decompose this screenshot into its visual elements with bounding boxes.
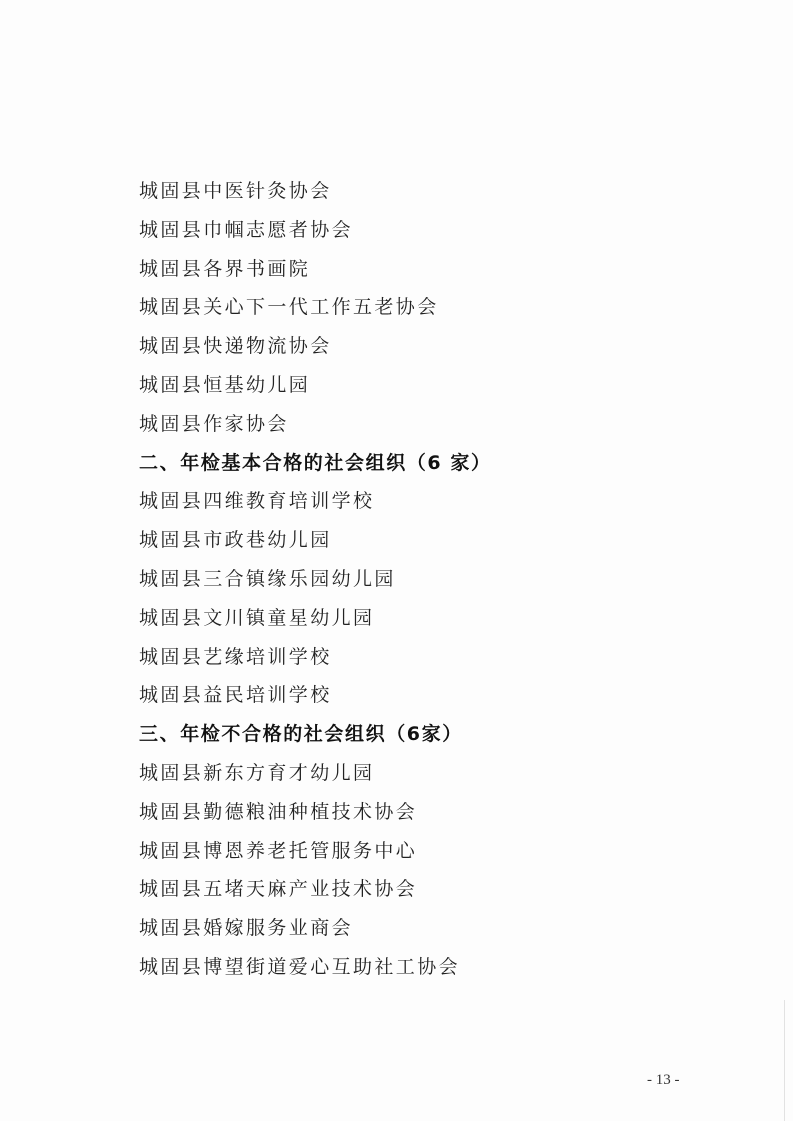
list-item: 城固县新东方育才幼儿园 [139,761,375,784]
list-item: 城固县艺缘培训学校 [139,645,332,668]
list-item: 城固县三合镇缘乐园幼儿园 [139,567,396,590]
section-heading-fail: 三、年检不合格的社会组织（6家） [139,723,463,746]
list-item: 城固县文川镇童星幼儿园 [139,606,375,629]
list-item: 城固县益民培训学校 [139,684,332,707]
list-item: 城固县各界书画院 [139,257,311,280]
section-heading-basic-pass: 二、年检基本合格的社会组织（6 家） [139,451,492,474]
list-item: 城固县勤德粮油种植技术协会 [139,800,418,823]
list-item: 城固县快递物流协会 [139,335,332,358]
list-item: 城固县恒基幼儿园 [139,373,311,396]
list-item: 城固县博望街道爱心互助社工协会 [139,955,461,978]
page-number: - 13 - [647,1072,680,1088]
list-item: 城固县博恩养老托管服务中心 [139,839,418,862]
scan-edge-divider [784,1000,785,1121]
list-item: 城固县市政巷幼儿园 [139,529,332,552]
list-item: 城固县婚嫁服务业商会 [139,917,354,940]
list-item: 城固县四维教育培训学校 [139,490,375,513]
list-item: 城固县作家协会 [139,412,289,435]
list-item: 城固县五堵天麻产业技术协会 [139,878,418,901]
document-body [139,172,739,987]
list-item: 城固县关心下一代工作五老协会 [139,296,439,319]
list-item: 城固县巾帼志愿者协会 [139,218,354,241]
list-item: 城固县中医针灸协会 [139,180,332,202]
